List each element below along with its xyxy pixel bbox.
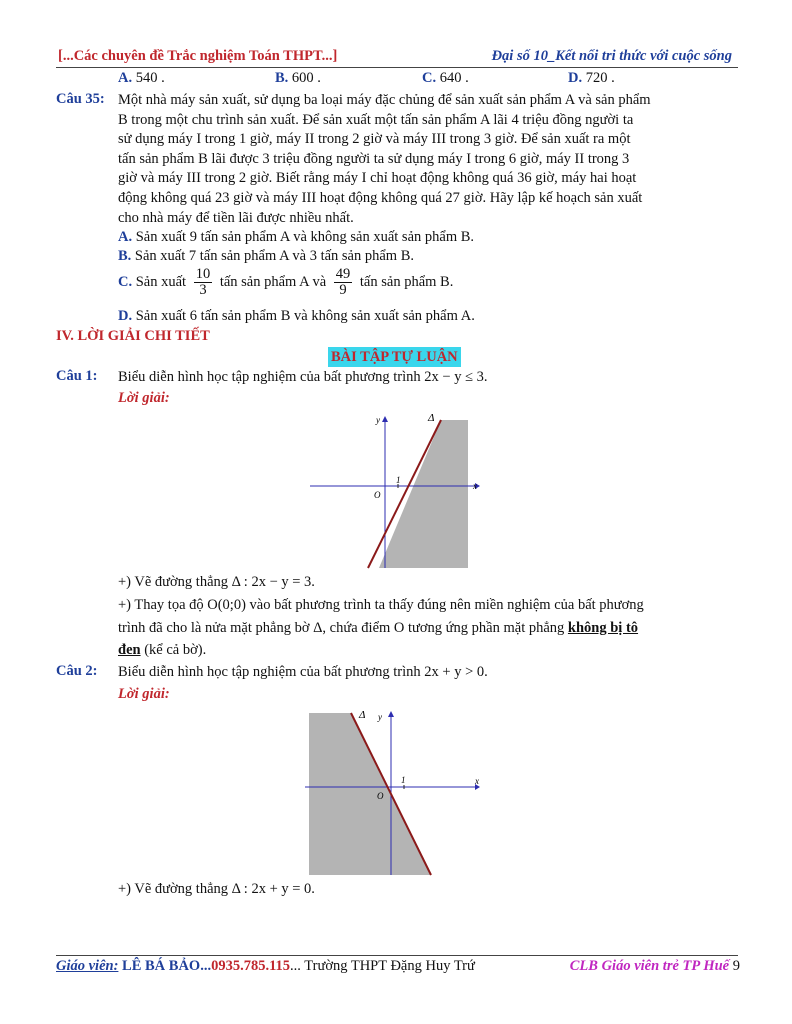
prev-option-c: C. 640 . (422, 70, 469, 86)
q1-step1: +) Vẽ đường thẳng Δ : 2x − y = 3. (118, 574, 315, 590)
q35-line-4: tấn sản phẩm B lãi được 3 triệu đồng người ta sử dụng máy I trong 6 giờ, máy II trong 3 (118, 150, 630, 167)
question-1-label: Câu 1: (56, 368, 98, 384)
q35-option-a: A. Sản xuất 9 tấn sản phẩm A và không sản xuất sản phẩm B. (118, 229, 475, 245)
q35-line-7: cho nhà máy để tiền lãi được nhiều nhất. (118, 209, 354, 226)
q1-x-label: x (473, 481, 477, 491)
q1-step2-c: đen (kể cả bờ). (118, 642, 207, 658)
q1-delta-label: Δ (428, 412, 435, 424)
q2-text: Biểu diễn hình học tập nghiệm của bất phương trình 2x + y > 0. (118, 664, 488, 680)
footer-rule (56, 955, 738, 956)
header-left: [...Các chuyên đề Trắc nghiệm Toán THPT...] (58, 48, 338, 64)
footer-school: ... Trường THPT Đặng Huy Trứ (290, 958, 475, 974)
header-rule (56, 67, 738, 68)
q1-shaded-region (379, 420, 468, 568)
subsection-title: BÀI TẬP TỰ LUẬN (328, 347, 461, 367)
q35-option-d: D. Sản xuất 6 tấn sản phẩm B và không sản xuất sản phẩm A. (118, 308, 475, 324)
q1-solution-label: Lời giải: (118, 390, 170, 406)
q1-origin-label: O (374, 490, 381, 500)
q2-x-label: x (475, 776, 479, 786)
fraction-49-9: $\frac{49}{9}$ (335, 266, 351, 298)
footer-phone: 0935.785.115 (211, 958, 291, 974)
q1-step2-b: trình đã cho là nửa mặt phẳng bờ Δ, chứa điểm O tương ứng phần mặt phẳng không bị tô (118, 620, 639, 636)
q2-origin-label: O (377, 791, 384, 801)
q35-line-3: sử dụng máy I trong 1 giờ, máy II trong 2 giờ và máy III trong 3 giờ. Để sản xuất ra một (118, 131, 631, 148)
q35-line-5: giờ và máy III trong 2 giờ. Biết rằng máy I chỉ hoạt động không quá 36 giờ, máy hai hoạt (118, 170, 637, 187)
q2-y-arrow (388, 711, 394, 717)
q2-delta-label: Δ (359, 709, 366, 721)
question-35-label: Câu 35: (56, 91, 105, 107)
q2-shaded-region (309, 713, 431, 875)
q35-option-b: B. Sản xuất 7 tấn sản phẩm A và 3 tấn sản phẩm B. (118, 248, 415, 264)
q35-option-c: C. Sản xuất $\frac{10}{3}$ tấn sản phẩm A và $\frac{49}{9}$ tấn sản phẩm B. (118, 266, 454, 298)
footer (56, 958, 740, 975)
q2-step1: +) Vẽ đường thẳng Δ : 2x + y = 0. (118, 881, 315, 897)
q1-step2-a: +) Thay tọa độ O(0;0) vào bất phương trình ta thấy đúng nên miền nghiệm của bất phương (118, 597, 644, 613)
q35-line-6: động không quá 23 giờ và máy III hoạt động không quá 27 giờ. Hãy lập kế hoạch sản xuất (118, 190, 643, 206)
q2-one-label: 1 (401, 775, 406, 785)
prev-option-a: A. 540 . (118, 70, 165, 86)
header-right: Đại số 10_Kết nối tri thức với cuộc sống (491, 48, 732, 64)
footer-right (570, 958, 740, 975)
prev-option-b: B. 600 . (275, 70, 321, 86)
q2-y-label: y (378, 712, 382, 722)
q1-one-label: 1 (396, 475, 401, 485)
footer-club: CLB Giáo viên trẻ TP Huế (569, 958, 730, 974)
page-number: 9 (732, 958, 740, 974)
q1-text: Biểu diễn hình học tập nghiệm của bất phương trình 2x − y ≤ 3. (118, 369, 488, 385)
q2-solution-label: Lời giải: (118, 686, 170, 702)
section-title: IV. LỜI GIẢI CHI TIẾT (56, 328, 210, 344)
question-2-label: Câu 2: (56, 663, 98, 679)
q35-line-1: Một nhà máy sản xuất, sử dụng ba loại máy đặc chủng để sản xuất sản phẩm A và sản phẩm (118, 92, 651, 108)
footer-teacher-label: Giáo viên: (56, 958, 119, 974)
prev-option-d: D. 720 . (568, 70, 615, 86)
footer-teacher-name: LÊ BÁ BẢO... (118, 958, 212, 974)
fraction-10-3: $\frac{10}{3}$ (195, 266, 211, 298)
q1-graph (310, 410, 485, 570)
q1-y-arrow (382, 416, 388, 422)
q35-line-2: B trong một chu trình sản xuất. Để sản xuất một tấn sản phẩm A lãi 4 triệu đồng người ta (118, 111, 634, 128)
q2-graph (305, 705, 490, 877)
q1-y-label: y (376, 415, 380, 425)
